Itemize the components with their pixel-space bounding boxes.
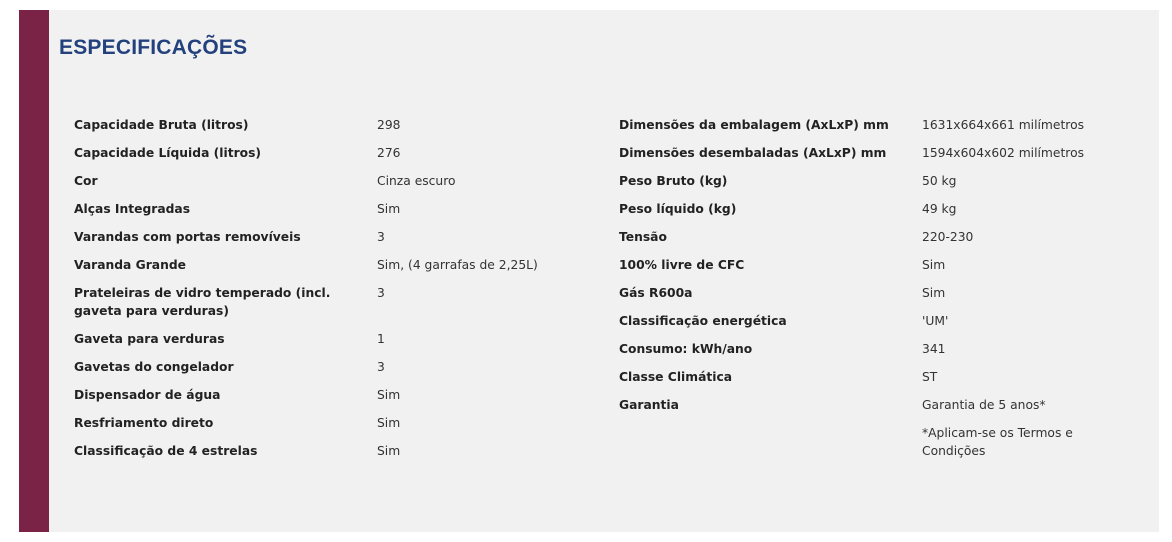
spec-label: Cor xyxy=(74,174,98,188)
spec-value: 3 xyxy=(377,360,385,374)
specs-column-left xyxy=(74,115,574,469)
spec-label: Dimensões desembaladas (AxLxP) mm xyxy=(619,146,887,160)
spec-label: Peso Bruto (kg) xyxy=(619,174,728,188)
spec-row xyxy=(619,115,1139,143)
spec-row xyxy=(619,367,1139,395)
spec-row xyxy=(619,143,1139,171)
accent-bar xyxy=(19,10,49,532)
spec-label: Classe Climática xyxy=(619,370,733,384)
spec-label: Capacidade Líquida (litros) xyxy=(74,146,262,160)
spec-value: 341 xyxy=(922,342,946,356)
spec-value: ST xyxy=(922,370,938,384)
spec-row xyxy=(74,255,574,283)
spec-row xyxy=(619,171,1139,199)
spec-row xyxy=(619,283,1139,311)
spec-label: Capacidade Bruta (litros) xyxy=(74,118,249,132)
spec-row xyxy=(619,199,1139,227)
spec-label: Varandas com portas removíveis xyxy=(74,230,301,244)
spec-label: Alças Integradas xyxy=(74,202,191,216)
spec-label: Dimensões da embalagem (AxLxP) mm xyxy=(619,118,889,132)
spec-row xyxy=(619,255,1139,283)
spec-row xyxy=(74,441,574,469)
spec-row xyxy=(74,283,574,329)
spec-row xyxy=(74,227,574,255)
spec-row xyxy=(74,143,574,171)
spec-row xyxy=(74,329,574,357)
spec-row xyxy=(74,357,574,385)
specifications-panel xyxy=(19,10,1159,532)
spec-label xyxy=(619,423,922,424)
spec-value: 1594x604x602 milímetros xyxy=(922,146,1085,160)
spec-value: 50 kg xyxy=(922,174,957,188)
specs-column-right xyxy=(619,115,1139,469)
spec-label: Peso líquido (kg) xyxy=(619,202,737,216)
spec-label: Prateleiras de vidro temperado (incl. gaveta para verduras) xyxy=(74,286,331,318)
spec-row xyxy=(619,395,1139,423)
spec-row xyxy=(619,311,1139,339)
spec-value: Sim, (4 garrafas de 2,25L) xyxy=(377,258,538,272)
spec-value: 1631x664x661 milímetros xyxy=(922,118,1085,132)
spec-value: Sim xyxy=(922,258,946,272)
spec-row xyxy=(74,171,574,199)
spec-value: Sim xyxy=(377,388,401,402)
spec-row xyxy=(74,115,574,143)
spec-value: 49 kg xyxy=(922,202,957,216)
spec-row xyxy=(74,413,574,441)
spec-label: Classificação energética xyxy=(619,314,787,328)
spec-value: 3 xyxy=(377,286,385,300)
spec-label: Consumo: kWh/ano xyxy=(619,342,753,356)
spec-label: Varanda Grande xyxy=(74,258,186,272)
spec-row xyxy=(74,199,574,227)
spec-value: Sim xyxy=(377,202,401,216)
spec-label: Gaveta para verduras xyxy=(74,332,225,346)
spec-value: Garantia de 5 anos* xyxy=(922,398,1046,412)
spec-value: Sim xyxy=(922,286,946,300)
section-title: ESPECIFICAÇÕES xyxy=(59,36,248,59)
spec-value: 'UM' xyxy=(922,314,949,328)
spec-value: Sim xyxy=(377,416,401,430)
spec-label: Tensão xyxy=(619,230,667,244)
spec-value: 298 xyxy=(377,118,401,132)
spec-label: Dispensador de água xyxy=(74,388,221,402)
spec-label: Classificação de 4 estrelas xyxy=(74,444,258,458)
spec-row xyxy=(619,227,1139,255)
spec-value: 3 xyxy=(377,230,385,244)
warranty-note-row xyxy=(619,423,1139,469)
spec-label: Gás R600a xyxy=(619,286,693,300)
warranty-terms-note: *Aplicam-se os Termos e Condições xyxy=(922,426,1073,458)
spec-label: Gavetas do congelador xyxy=(74,360,234,374)
spec-value: 1 xyxy=(377,332,385,346)
spec-label: 100% livre de CFC xyxy=(619,258,745,272)
spec-value: Sim xyxy=(377,444,401,458)
spec-label: Resfriamento direto xyxy=(74,416,214,430)
spec-label: Garantia xyxy=(619,398,679,412)
spec-value: 220-230 xyxy=(922,230,974,244)
spec-value: 276 xyxy=(377,146,401,160)
spec-row xyxy=(74,385,574,413)
spec-row xyxy=(619,339,1139,367)
spec-value: Cinza escuro xyxy=(377,174,456,188)
